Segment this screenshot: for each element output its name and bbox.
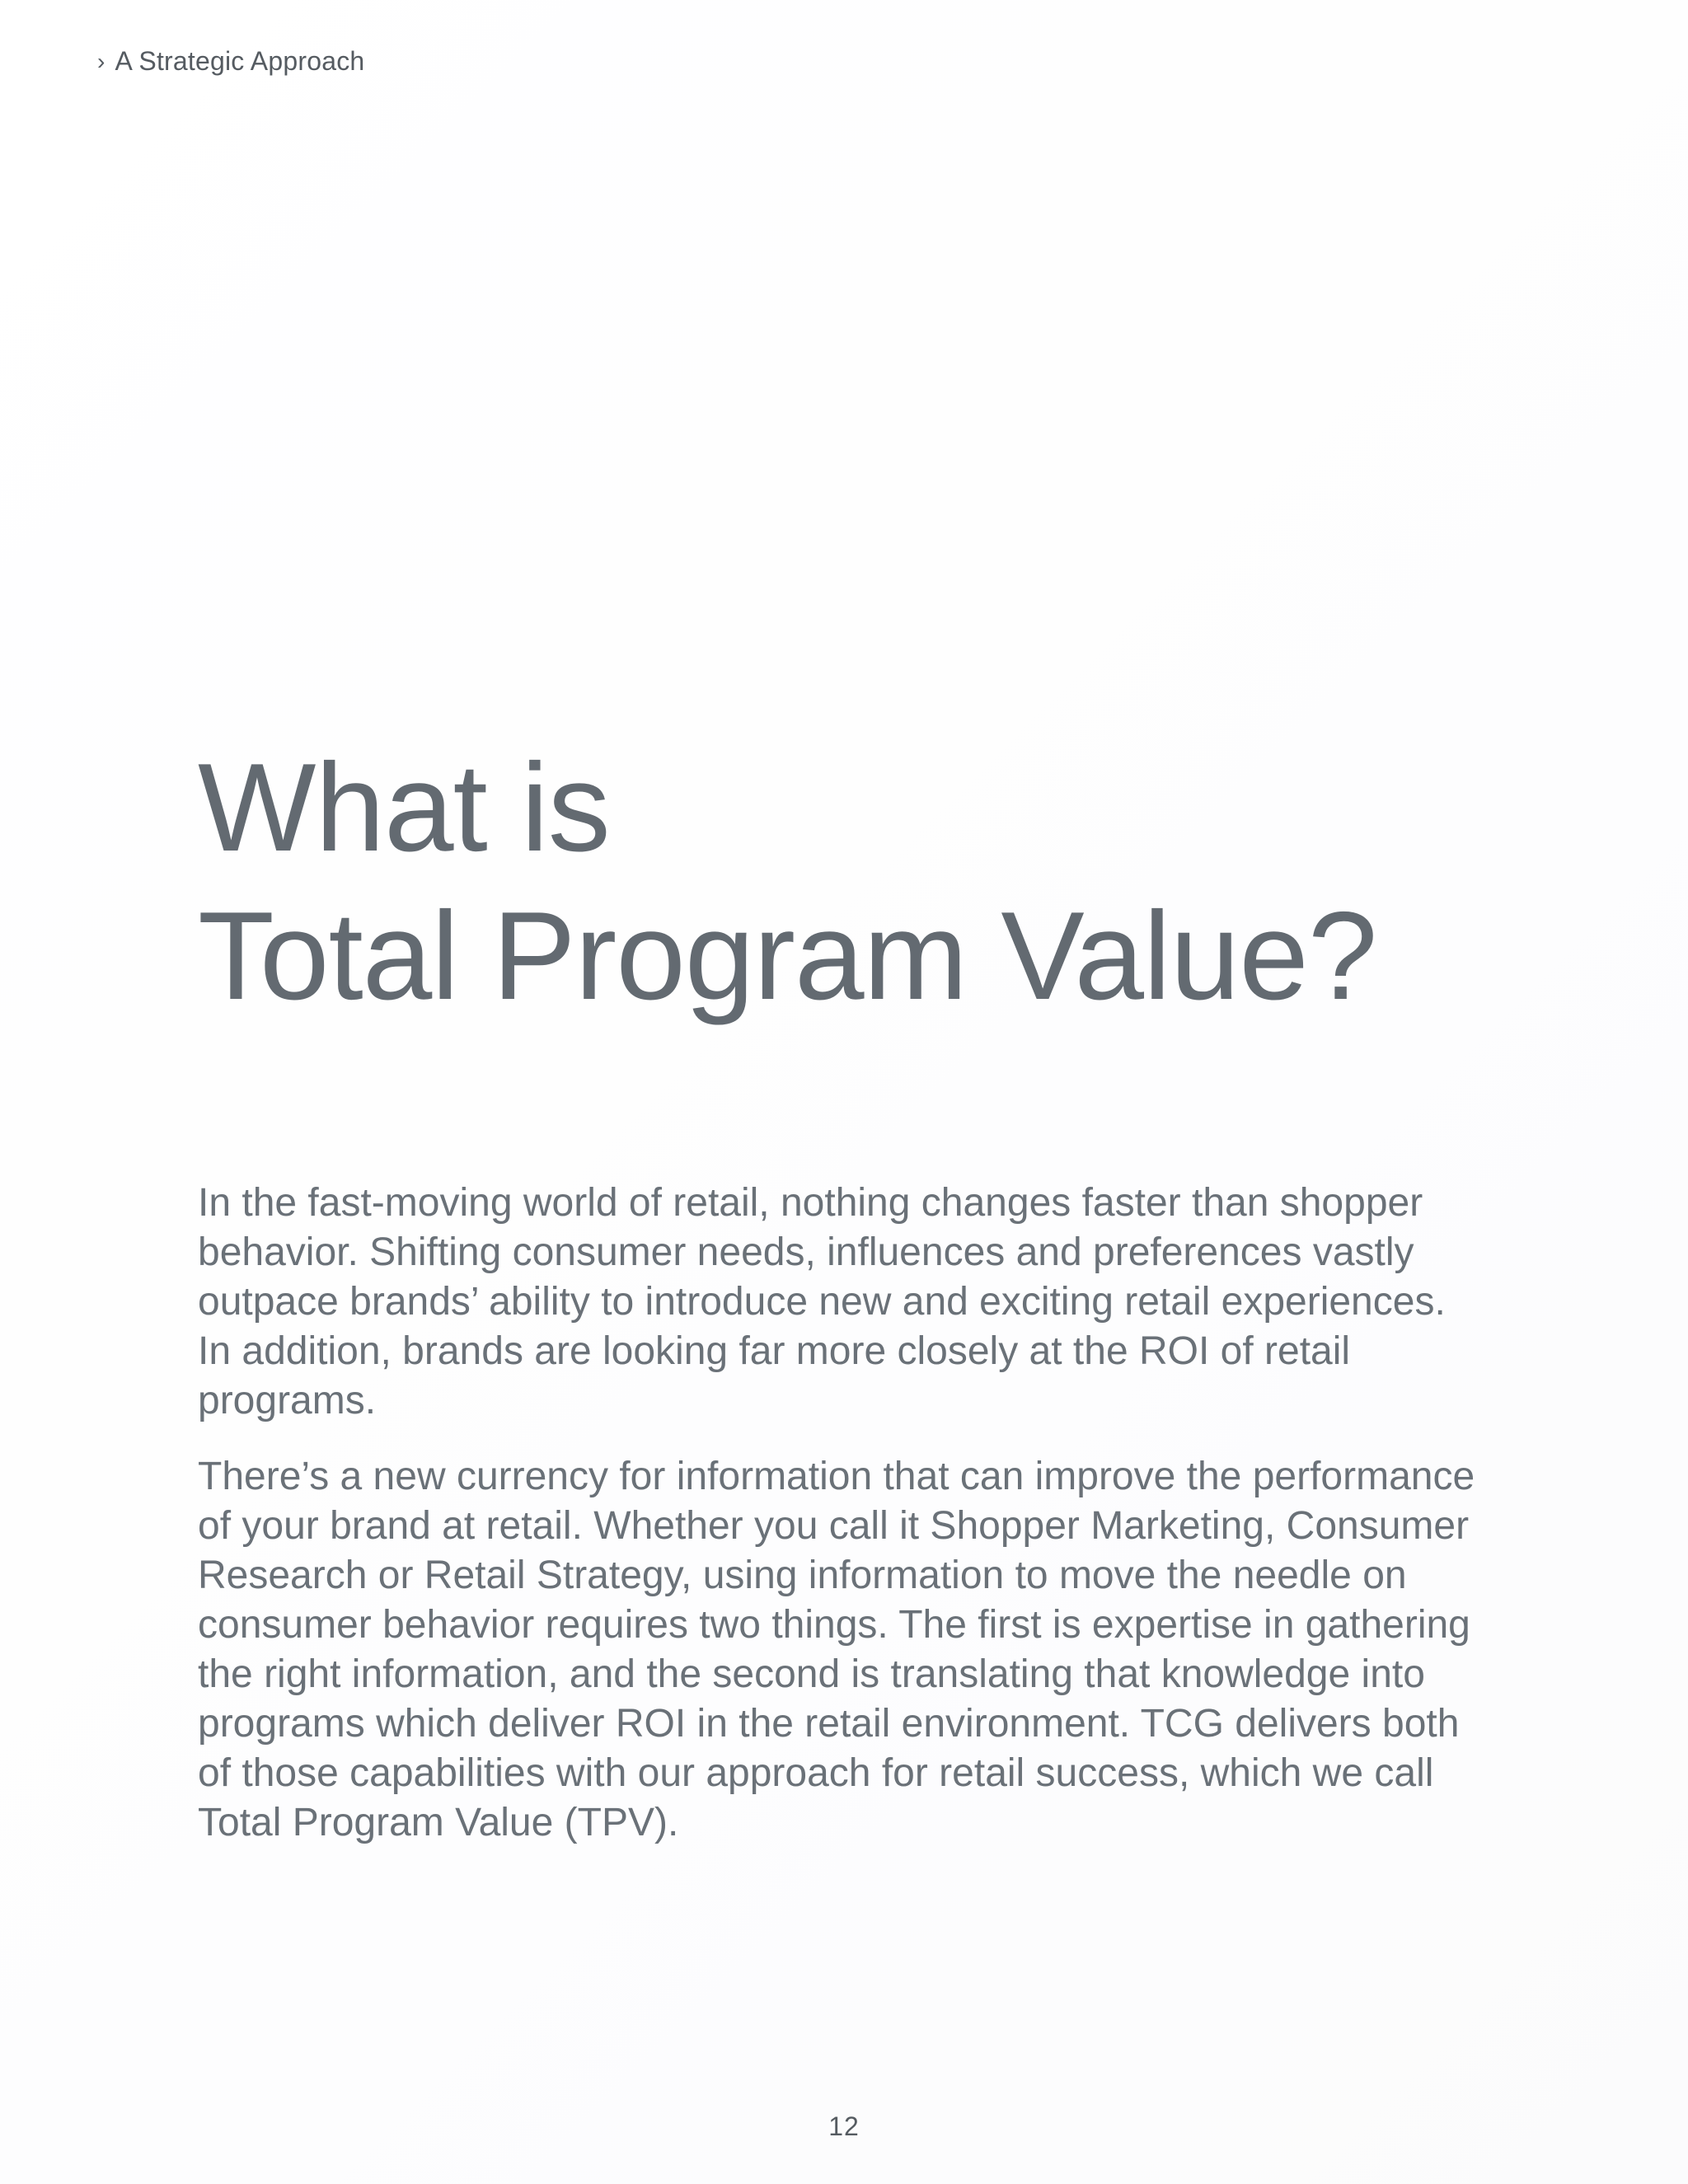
page-number: 12 — [828, 2111, 860, 2141]
chevron-right-icon: › — [97, 49, 106, 74]
page-title-line-2: Total Program Value? — [198, 886, 1377, 1026]
page-title — [198, 733, 1376, 1030]
page-title-line-1: What is — [198, 738, 610, 878]
body-text — [198, 1179, 1484, 1874]
body-paragraph: In the fast-moving world of retail, nothing changes faster than shopper behavior. Shifting consumer needs, influences and preferences vastly outpace brands’ ability to introduce new and exciting retail experiences. In addition, brands are looking far more closely at the ROI of retail programs. — [198, 1181, 1446, 1422]
breadcrumb-label: A Strategic Approach — [115, 46, 365, 76]
body-paragraph: There’s a new currency for information that can improve the performance of your brand at retail. Whether you call it Shopper Marketing, Consumer Research or Retail Strategy, using information to move the needle on consumer behavior requires two things. The first is expertise in gathering the right information, and the second is translating that knowledge into programs which deliver ROI in the retail environment. TCG delivers both of those capabilities with our approach for retail success, which we call Total Program Value (TPV). — [198, 1455, 1475, 1844]
breadcrumb — [97, 45, 364, 78]
